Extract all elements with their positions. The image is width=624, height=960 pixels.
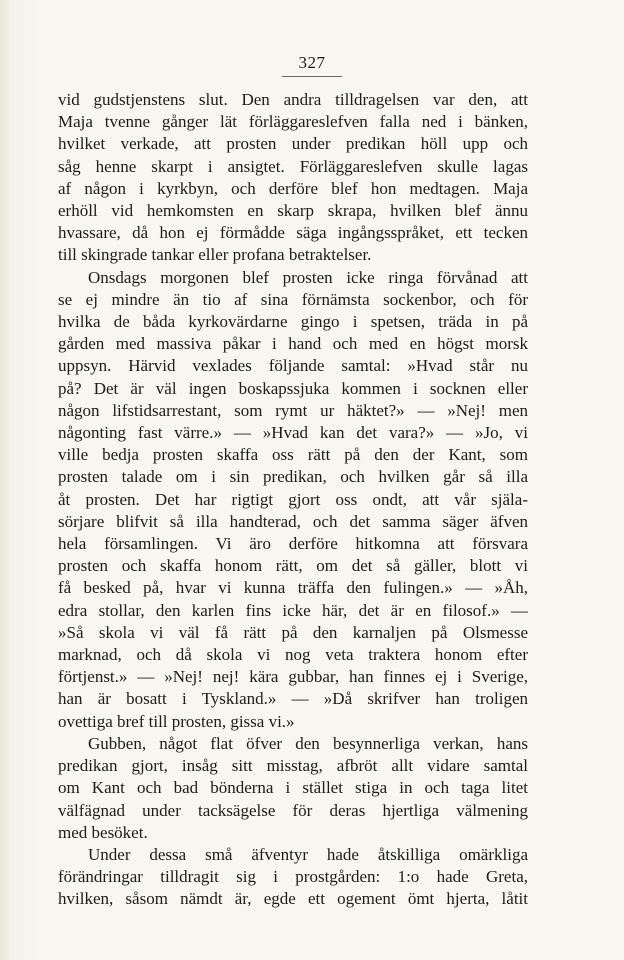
text-line: Under dessa små äfventyr hade åtskilliga omärkliga <box>88 844 528 864</box>
body-text <box>58 89 528 911</box>
text-line: erhöll vid hemkomsten en skarp skrapa, hvilken blef ännu <box>58 201 528 221</box>
page-number-rule <box>282 76 342 77</box>
text-line: någonting fast värre.» — »Hvad kan det vara?» — »Jo, vi <box>58 423 528 443</box>
text-line: marknad, och då skola vi nog veta traktera honom efter <box>58 645 528 665</box>
text-line: hela församlingen. Vi äro derföre hitkomna att försvara <box>58 534 528 554</box>
text-line: predikan gjort, insåg sitt misstag, afbröt allt vidare samtal <box>58 756 528 776</box>
text-line: Gubben, något flat öfver den besynnerliga verkan, hans <box>88 733 528 753</box>
text-line: få besked på, hvar vi kunna träffa den fulingen.» — »Åh, <box>58 578 528 598</box>
text-line: se ej mindre än tio af sina förnämsta sockenbor, och för <box>58 289 528 309</box>
text-line: vid gudstjenstens slut. Den andra tilldragelsen var den, att <box>58 90 528 109</box>
text-line: ville bedja prosten skaffa oss rätt på den der Kant, som <box>58 445 528 465</box>
text-line: sörjare blifvit så illa handterad, och det samma säger äfven <box>58 511 528 531</box>
text-line: åt prosten. Det har rigtigt gjort oss ondt, att vår själa- <box>58 489 528 509</box>
text-line: uppsyn. Härvid vexlades följande samtal: »Hvad står nu <box>58 356 528 376</box>
text-line: till skingrade tankar eller profana betraktelser. <box>58 245 372 265</box>
text-line: förändringar tilldragit sig i prostgården: 1:o hade Greta, <box>58 867 528 887</box>
text-line: prosten och skaffa honom rätt, om det så gäller, blott vi <box>58 556 528 576</box>
text-line: edra stollar, den karlen fins icke här, det är en filosof.» — <box>58 600 528 620</box>
text-line: om Kant och bad bönderna i stället stiga in och taga litet <box>58 778 528 798</box>
text-line: Maja tvenne gånger lät förläggareslefven falla ned i bänken, <box>58 112 528 132</box>
text-line: förtjenst.» — »Nej! nej! kära gubbar, han finnes ej i Sverige, <box>58 667 528 687</box>
text-line: han är bosatt i Tyskland.» — »Då skrifver han troligen <box>58 689 528 709</box>
text-line: prosten talade om i sin predikan, och hvilken går så illa <box>58 467 528 487</box>
text-line: såg henne skarpt i ansigtet. Förläggareslefven skulle lagas <box>58 156 528 176</box>
text-line: hvassare, då hon ej förmådde säga ingångsspråket, ett tecken <box>58 223 528 243</box>
text-line: af någon i kyrkbyn, och derföre blef hon medtagen. Maja <box>58 178 528 198</box>
page-number: 327 <box>298 53 326 72</box>
text-line: med besöket. <box>58 822 148 842</box>
text-line: hvilka de båda kyrkovärdarne gingo i spetsen, träda in på <box>58 312 528 332</box>
text-line: hvilken, såsom nämdt är, egde ett ogement ömt hjerta, låtit <box>58 889 528 909</box>
text-line: på? Det är väl ingen boskapssjuka kommen i socknen eller <box>58 378 528 398</box>
text-line: hvilket verkade, att prosten under predikan höll upp och <box>58 134 528 154</box>
text-line: gården med massiva påkar i hand och med en högst morsk <box>58 334 528 354</box>
text-line: ovettiga bref till prosten, gissa vi.» <box>58 711 295 731</box>
text-line: »Så skola vi väl få rätt på den karnaljen på Olsmesse <box>58 622 528 642</box>
text-line: välfägnad under tacksägelse för deras hjertliga välmening <box>58 800 528 820</box>
text-line: någon lifstidsarrestant, som rymt ur häktet?» — »Nej! men <box>58 400 528 420</box>
text-line: Onsdags morgonen blef prosten icke ringa förvånad att <box>88 267 528 287</box>
